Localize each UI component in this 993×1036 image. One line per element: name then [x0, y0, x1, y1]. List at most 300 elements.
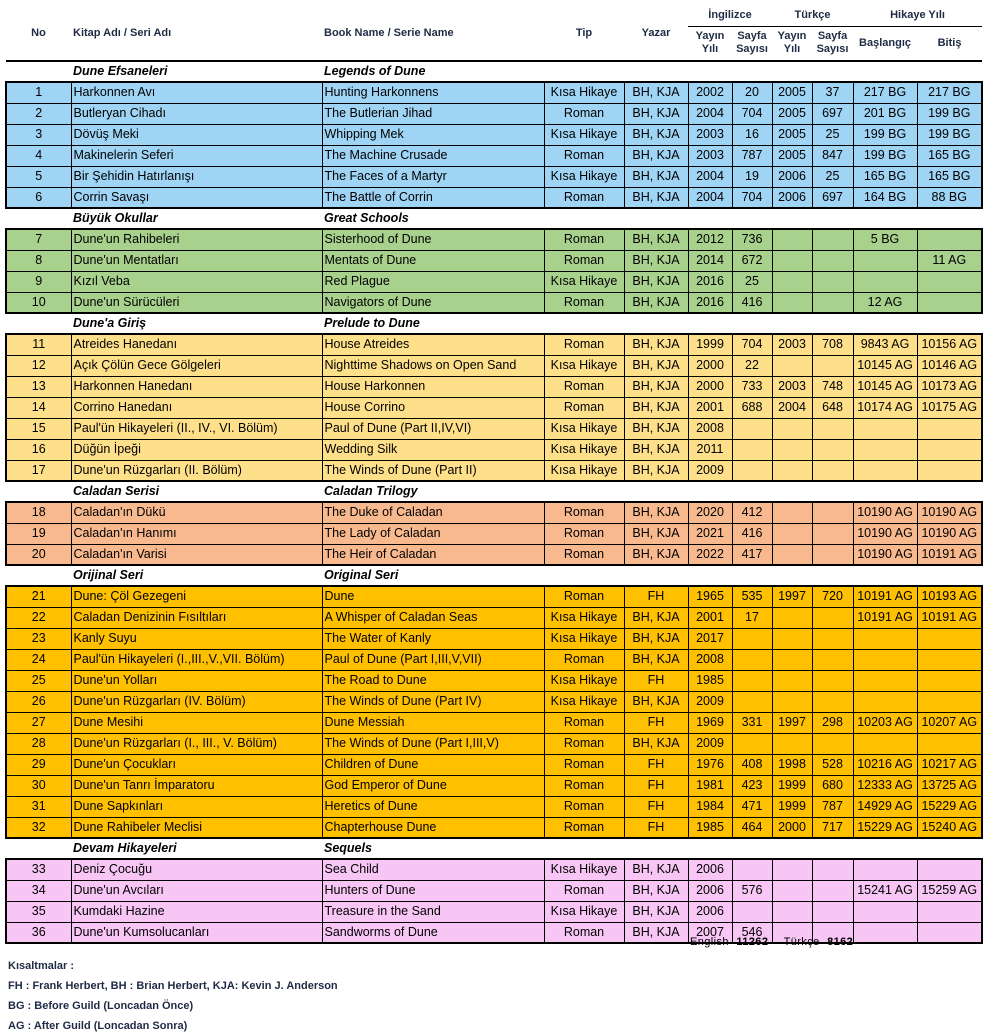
cell-tr-title: Düğün İpeği — [71, 439, 322, 460]
cell-no: 9 — [6, 271, 71, 292]
table-body — [6, 61, 982, 943]
cell-no: 34 — [6, 880, 71, 901]
cell-tr-pages: 648 — [812, 397, 853, 418]
cell-tr-pub-year — [772, 439, 812, 460]
cell-story-end: 10173 AG — [917, 376, 982, 397]
page-totals — [690, 936, 865, 948]
cell-tr-title: Dune'un Çocukları — [71, 754, 322, 775]
cell-type: Roman — [544, 754, 624, 775]
cell-en-title: The Water of Kanly — [322, 628, 544, 649]
cell-story-end: 15259 AG — [917, 880, 982, 901]
cell-no: 27 — [6, 712, 71, 733]
cell-author: BH, KJA — [624, 355, 688, 376]
cell-en-title: House Harkonnen — [322, 376, 544, 397]
cell-type: Roman — [544, 250, 624, 271]
group-spacer — [544, 313, 982, 334]
cell-tr-pages — [812, 544, 853, 565]
cell-en-pub-year: 2002 — [688, 82, 732, 103]
cell-en-pub-year: 2014 — [688, 250, 732, 271]
cell-tr-pages — [812, 607, 853, 628]
cell-no: 1 — [6, 82, 71, 103]
group-title-tr: Devam Hikayeleri — [71, 838, 322, 859]
cell-tr-title: Corrino Hanedanı — [71, 397, 322, 418]
table-row — [6, 628, 982, 649]
group-title-en: Legends of Dune — [322, 61, 544, 82]
cell-type: Kısa Hikaye — [544, 859, 624, 880]
header-tr-title: Kitap Adı / Seri Adı — [71, 6, 322, 61]
cell-story-end — [917, 292, 982, 313]
cell-tr-title: Dune'un Rüzgarları (I., III., V. Bölüm) — [71, 733, 322, 754]
cell-tr-pub-year: 2005 — [772, 124, 812, 145]
cell-story-start — [853, 691, 917, 712]
cell-en-title: Paul of Dune (Part II,IV,VI) — [322, 418, 544, 439]
cell-en-title: Whipping Mek — [322, 124, 544, 145]
cell-tr-pub-year: 1999 — [772, 775, 812, 796]
cell-tr-title: Dövüş Meki — [71, 124, 322, 145]
cell-type: Roman — [544, 523, 624, 544]
header-en-pub-year: Yayın Yılı — [688, 26, 732, 61]
cell-type: Kısa Hikaye — [544, 628, 624, 649]
cell-en-pages: 408 — [732, 754, 772, 775]
cell-no: 4 — [6, 145, 71, 166]
cell-type: Roman — [544, 397, 624, 418]
cell-en-pages — [732, 439, 772, 460]
cell-en-pub-year: 1976 — [688, 754, 732, 775]
cell-no: 6 — [6, 187, 71, 208]
table-row — [6, 292, 982, 313]
cell-en-pages: 25 — [732, 271, 772, 292]
cell-type: Roman — [544, 649, 624, 670]
header-type: Tip — [544, 6, 624, 61]
cell-author: BH, KJA — [624, 397, 688, 418]
table-row — [6, 397, 982, 418]
cell-story-end: 10156 AG — [917, 334, 982, 355]
table-row — [6, 586, 982, 607]
english-total-value: 11262 — [736, 936, 769, 948]
cell-en-pub-year: 1969 — [688, 712, 732, 733]
cell-tr-title: Dune Sapkınları — [71, 796, 322, 817]
header-english: İngilizce — [688, 6, 772, 26]
cell-tr-title: Kızıl Veba — [71, 271, 322, 292]
cell-tr-pages: 25 — [812, 166, 853, 187]
header-tr-pub-year: Yayın Yılı — [772, 26, 812, 61]
cell-author: BH, KJA — [624, 544, 688, 565]
cell-en-pages: 22 — [732, 355, 772, 376]
cell-no: 23 — [6, 628, 71, 649]
cell-tr-title: Dune'un Rüzgarları (IV. Bölüm) — [71, 691, 322, 712]
group-spacer — [6, 565, 71, 586]
cell-type: Roman — [544, 922, 624, 943]
cell-author: FH — [624, 796, 688, 817]
cell-story-start — [853, 628, 917, 649]
group-title-tr: Dune'a Giriş — [71, 313, 322, 334]
cell-en-pub-year: 1985 — [688, 670, 732, 691]
cell-no: 31 — [6, 796, 71, 817]
cell-story-start: 15229 AG — [853, 817, 917, 838]
cell-author: BH, KJA — [624, 460, 688, 481]
cell-tr-title: Corrin Savaşı — [71, 187, 322, 208]
cell-tr-title: Harkonnen Hanedanı — [71, 376, 322, 397]
table-row — [6, 733, 982, 754]
cell-no: 19 — [6, 523, 71, 544]
table-row — [6, 376, 982, 397]
cell-author: BH, KJA — [624, 901, 688, 922]
cell-tr-title: Bir Şehidin Hatırlanışı — [71, 166, 322, 187]
cell-story-end: 10217 AG — [917, 754, 982, 775]
cell-tr-title: Paul'ün Hikayeleri (II., IV., VI. Bölüm) — [71, 418, 322, 439]
cell-en-title: Dune — [322, 586, 544, 607]
cell-en-title: The Faces of a Martyr — [322, 166, 544, 187]
cell-no: 5 — [6, 166, 71, 187]
cell-en-title: Sandworms of Dune — [322, 922, 544, 943]
cell-tr-title: Caladan'ın Hanımı — [71, 523, 322, 544]
cell-en-pages — [732, 628, 772, 649]
cell-en-pages — [732, 418, 772, 439]
cell-story-start — [853, 271, 917, 292]
cell-en-pub-year: 2003 — [688, 124, 732, 145]
cell-author: BH, KJA — [624, 859, 688, 880]
table-row — [6, 355, 982, 376]
header-turkish: Türkçe — [772, 6, 853, 26]
cell-tr-pages: 847 — [812, 145, 853, 166]
cell-en-pages: 733 — [732, 376, 772, 397]
cell-story-start — [853, 859, 917, 880]
cell-tr-pub-year: 2003 — [772, 376, 812, 397]
cell-en-pages — [732, 460, 772, 481]
cell-tr-title: Kanly Suyu — [71, 628, 322, 649]
cell-story-start: 10174 AG — [853, 397, 917, 418]
cell-en-pub-year: 2004 — [688, 103, 732, 124]
cell-story-end — [917, 628, 982, 649]
cell-tr-pages — [812, 271, 853, 292]
cell-en-title: God Emperor of Dune — [322, 775, 544, 796]
cell-tr-title: Makinelerin Seferi — [71, 145, 322, 166]
table-row — [6, 187, 982, 208]
cell-en-pub-year: 2009 — [688, 460, 732, 481]
cell-en-pub-year: 2003 — [688, 145, 732, 166]
cell-en-title: The Winds of Dune (Part II) — [322, 460, 544, 481]
cell-tr-pages — [812, 418, 853, 439]
table-row — [6, 418, 982, 439]
cell-tr-title: Dune'un Mentatları — [71, 250, 322, 271]
cell-story-end: 10190 AG — [917, 502, 982, 523]
cell-en-title: Dune Messiah — [322, 712, 544, 733]
cell-tr-pages: 697 — [812, 187, 853, 208]
cell-no: 15 — [6, 418, 71, 439]
cell-en-title: Sisterhood of Dune — [322, 229, 544, 250]
cell-no: 14 — [6, 397, 71, 418]
cell-no: 32 — [6, 817, 71, 838]
cell-author: BH, KJA — [624, 292, 688, 313]
cell-en-title: Hunters of Dune — [322, 880, 544, 901]
cell-tr-title: Dune'un Yolları — [71, 670, 322, 691]
table-row — [6, 649, 982, 670]
cell-tr-pub-year: 2003 — [772, 334, 812, 355]
cell-tr-pages: 720 — [812, 586, 853, 607]
cell-en-pub-year: 2008 — [688, 649, 732, 670]
cell-no: 2 — [6, 103, 71, 124]
cell-type: Kısa Hikaye — [544, 439, 624, 460]
cell-en-pages: 704 — [732, 334, 772, 355]
cell-author: BH, KJA — [624, 628, 688, 649]
cell-tr-pages: 528 — [812, 754, 853, 775]
cell-tr-pub-year: 2006 — [772, 187, 812, 208]
header-start: Başlangıç — [853, 26, 917, 61]
cell-en-pub-year: 2017 — [688, 628, 732, 649]
cell-tr-pub-year: 2005 — [772, 103, 812, 124]
cell-no: 25 — [6, 670, 71, 691]
table-row — [6, 250, 982, 271]
cell-story-end — [917, 460, 982, 481]
table-row — [6, 271, 982, 292]
books-table — [5, 6, 983, 944]
cell-no: 13 — [6, 376, 71, 397]
cell-tr-pages: 697 — [812, 103, 853, 124]
header-no: No — [6, 6, 71, 61]
cell-type: Kısa Hikaye — [544, 166, 624, 187]
cell-type: Roman — [544, 187, 624, 208]
group-spacer — [544, 61, 982, 82]
cell-tr-pub-year: 1997 — [772, 586, 812, 607]
cell-story-end: 10175 AG — [917, 397, 982, 418]
cell-tr-title: Dune Rahibeler Meclisi — [71, 817, 322, 838]
cell-type: Roman — [544, 733, 624, 754]
cell-tr-title: Dune'un Rüzgarları (II. Bölüm) — [71, 460, 322, 481]
cell-tr-pages: 37 — [812, 82, 853, 103]
table-row — [6, 859, 982, 880]
cell-author: BH, KJA — [624, 649, 688, 670]
table-row — [6, 145, 982, 166]
cell-no: 30 — [6, 775, 71, 796]
cell-no: 16 — [6, 439, 71, 460]
cell-tr-pub-year — [772, 460, 812, 481]
cell-type: Roman — [544, 103, 624, 124]
cell-type: Kısa Hikaye — [544, 82, 624, 103]
cell-author: FH — [624, 754, 688, 775]
cell-no: 8 — [6, 250, 71, 271]
cell-en-title: The Battle of Corrin — [322, 187, 544, 208]
cell-author: BH, KJA — [624, 334, 688, 355]
table-row — [6, 229, 982, 250]
cell-type: Kısa Hikaye — [544, 355, 624, 376]
table-row — [6, 817, 982, 838]
cell-author: BH, KJA — [624, 376, 688, 397]
group-spacer — [6, 313, 71, 334]
cell-en-pages: 416 — [732, 292, 772, 313]
cell-en-pub-year: 2009 — [688, 733, 732, 754]
cell-en-pages: 464 — [732, 817, 772, 838]
cell-en-title: Navigators of Dune — [322, 292, 544, 313]
cell-en-pages — [732, 691, 772, 712]
cell-en-title: A Whisper of Caladan Seas — [322, 607, 544, 628]
group-title-tr: Caladan Serisi — [71, 481, 322, 502]
cell-story-end: 10191 AG — [917, 607, 982, 628]
cell-no: 7 — [6, 229, 71, 250]
cell-en-pages: 704 — [732, 103, 772, 124]
cell-tr-title: Dune'un Tanrı İmparatoru — [71, 775, 322, 796]
cell-type: Kısa Hikaye — [544, 271, 624, 292]
cell-author: BH, KJA — [624, 439, 688, 460]
cell-type: Roman — [544, 796, 624, 817]
cell-no: 21 — [6, 586, 71, 607]
cell-no: 17 — [6, 460, 71, 481]
cell-en-pages: 416 — [732, 523, 772, 544]
cell-story-start: 5 BG — [853, 229, 917, 250]
group-title-tr: Dune Efsaneleri — [71, 61, 322, 82]
cell-author: BH, KJA — [624, 166, 688, 187]
cell-tr-pub-year — [772, 523, 812, 544]
cell-story-end — [917, 922, 982, 943]
cell-story-start: 10190 AG — [853, 502, 917, 523]
cell-en-title: Chapterhouse Dune — [322, 817, 544, 838]
cell-en-pub-year: 2000 — [688, 376, 732, 397]
cell-author: BH, KJA — [624, 187, 688, 208]
group-header-row — [6, 61, 982, 82]
cell-tr-pub-year: 2004 — [772, 397, 812, 418]
cell-tr-title: Butleryan Cihadı — [71, 103, 322, 124]
cell-story-start: 10203 AG — [853, 712, 917, 733]
cell-en-pub-year: 2004 — [688, 187, 732, 208]
cell-story-start — [853, 901, 917, 922]
table-row — [6, 124, 982, 145]
cell-tr-pages — [812, 502, 853, 523]
group-title-en: Caladan Trilogy — [322, 481, 544, 502]
table-row — [6, 82, 982, 103]
cell-tr-pages — [812, 670, 853, 691]
cell-author: BH, KJA — [624, 418, 688, 439]
cell-author: BH, KJA — [624, 82, 688, 103]
cell-story-start: 12 AG — [853, 292, 917, 313]
cell-story-start: 9843 AG — [853, 334, 917, 355]
cell-tr-pages — [812, 733, 853, 754]
cell-story-end: 13725 AG — [917, 775, 982, 796]
cell-en-pages: 736 — [732, 229, 772, 250]
cell-story-end: 10190 AG — [917, 523, 982, 544]
cell-en-pub-year: 2021 — [688, 523, 732, 544]
cell-en-pages: 17 — [732, 607, 772, 628]
cell-tr-pub-year — [772, 292, 812, 313]
cell-author: BH, KJA — [624, 124, 688, 145]
table-row — [6, 691, 982, 712]
cell-no: 36 — [6, 922, 71, 943]
group-spacer — [544, 838, 982, 859]
cell-story-start: 10190 AG — [853, 523, 917, 544]
cell-en-pub-year: 2006 — [688, 901, 732, 922]
cell-tr-pages: 680 — [812, 775, 853, 796]
cell-type: Roman — [544, 544, 624, 565]
note-bg: BG : Before Guild (Loncadan Önce) — [8, 1000, 194, 1012]
cell-tr-title: Dune'un Avcıları — [71, 880, 322, 901]
cell-author: BH, KJA — [624, 607, 688, 628]
cell-no: 26 — [6, 691, 71, 712]
cell-author: BH, KJA — [624, 523, 688, 544]
cell-tr-pages — [812, 355, 853, 376]
cell-en-pub-year: 1985 — [688, 817, 732, 838]
cell-story-end: 199 BG — [917, 124, 982, 145]
cell-type: Roman — [544, 712, 624, 733]
turkish-total-label: Türkçe — [783, 936, 820, 948]
cell-tr-pub-year — [772, 355, 812, 376]
table-row — [6, 523, 982, 544]
cell-story-end — [917, 670, 982, 691]
table-row — [6, 544, 982, 565]
cell-story-end — [917, 901, 982, 922]
cell-en-pub-year: 2022 — [688, 544, 732, 565]
cell-tr-title: Dune'un Rahibeleri — [71, 229, 322, 250]
cell-tr-pages: 708 — [812, 334, 853, 355]
table-row — [6, 502, 982, 523]
cell-author: BH, KJA — [624, 145, 688, 166]
cell-en-pub-year: 2016 — [688, 271, 732, 292]
cell-en-title: Paul of Dune (Part I,III,V,VII) — [322, 649, 544, 670]
cell-type: Roman — [544, 292, 624, 313]
cell-en-pub-year: 2006 — [688, 880, 732, 901]
header-author: Yazar — [624, 6, 688, 61]
cell-author: FH — [624, 670, 688, 691]
cell-story-end: 88 BG — [917, 187, 982, 208]
cell-tr-pub-year: 2006 — [772, 166, 812, 187]
abbreviation-notes — [8, 956, 338, 1036]
cell-en-pub-year: 2001 — [688, 397, 732, 418]
cell-story-start: 165 BG — [853, 166, 917, 187]
group-title-tr: Orijinal Seri — [71, 565, 322, 586]
cell-tr-pub-year: 2000 — [772, 817, 812, 838]
cell-tr-pub-year — [772, 607, 812, 628]
cell-story-start: 10191 AG — [853, 586, 917, 607]
cell-type: Roman — [544, 334, 624, 355]
cell-story-end: 10191 AG — [917, 544, 982, 565]
group-header-row — [6, 481, 982, 502]
cell-type: Kısa Hikaye — [544, 124, 624, 145]
cell-en-pub-year: 2008 — [688, 418, 732, 439]
cell-en-pages: 471 — [732, 796, 772, 817]
cell-en-pages — [732, 649, 772, 670]
cell-no: 18 — [6, 502, 71, 523]
cell-tr-pub-year — [772, 628, 812, 649]
cell-tr-pages — [812, 229, 853, 250]
cell-author: BH, KJA — [624, 880, 688, 901]
cell-author: BH, KJA — [624, 250, 688, 271]
cell-tr-title: Kumdaki Hazine — [71, 901, 322, 922]
cell-tr-pages — [812, 250, 853, 271]
cell-en-title: House Atreides — [322, 334, 544, 355]
cell-story-start: 10145 AG — [853, 376, 917, 397]
group-spacer — [544, 565, 982, 586]
cell-en-pages: 20 — [732, 82, 772, 103]
table-row — [6, 712, 982, 733]
group-title-en: Great Schools — [322, 208, 544, 229]
note-ag: AG : After Guild (Loncadan Sonra) — [8, 1020, 188, 1032]
cell-no: 29 — [6, 754, 71, 775]
cell-story-end: 10207 AG — [917, 712, 982, 733]
cell-author: FH — [624, 775, 688, 796]
cell-tr-pages — [812, 439, 853, 460]
cell-tr-pages — [812, 691, 853, 712]
cell-en-pages: 704 — [732, 187, 772, 208]
cell-en-pub-year: 2007 — [688, 922, 732, 943]
cell-story-end: 15240 AG — [917, 817, 982, 838]
cell-story-end — [917, 439, 982, 460]
cell-tr-pub-year: 1999 — [772, 796, 812, 817]
cell-story-end: 199 BG — [917, 103, 982, 124]
cell-en-pub-year: 2012 — [688, 229, 732, 250]
cell-en-pub-year: 2020 — [688, 502, 732, 523]
cell-en-title: Heretics of Dune — [322, 796, 544, 817]
cell-tr-title: Deniz Çocuğu — [71, 859, 322, 880]
cell-story-start: 10216 AG — [853, 754, 917, 775]
cell-story-end — [917, 418, 982, 439]
cell-en-title: The Heir of Caladan — [322, 544, 544, 565]
